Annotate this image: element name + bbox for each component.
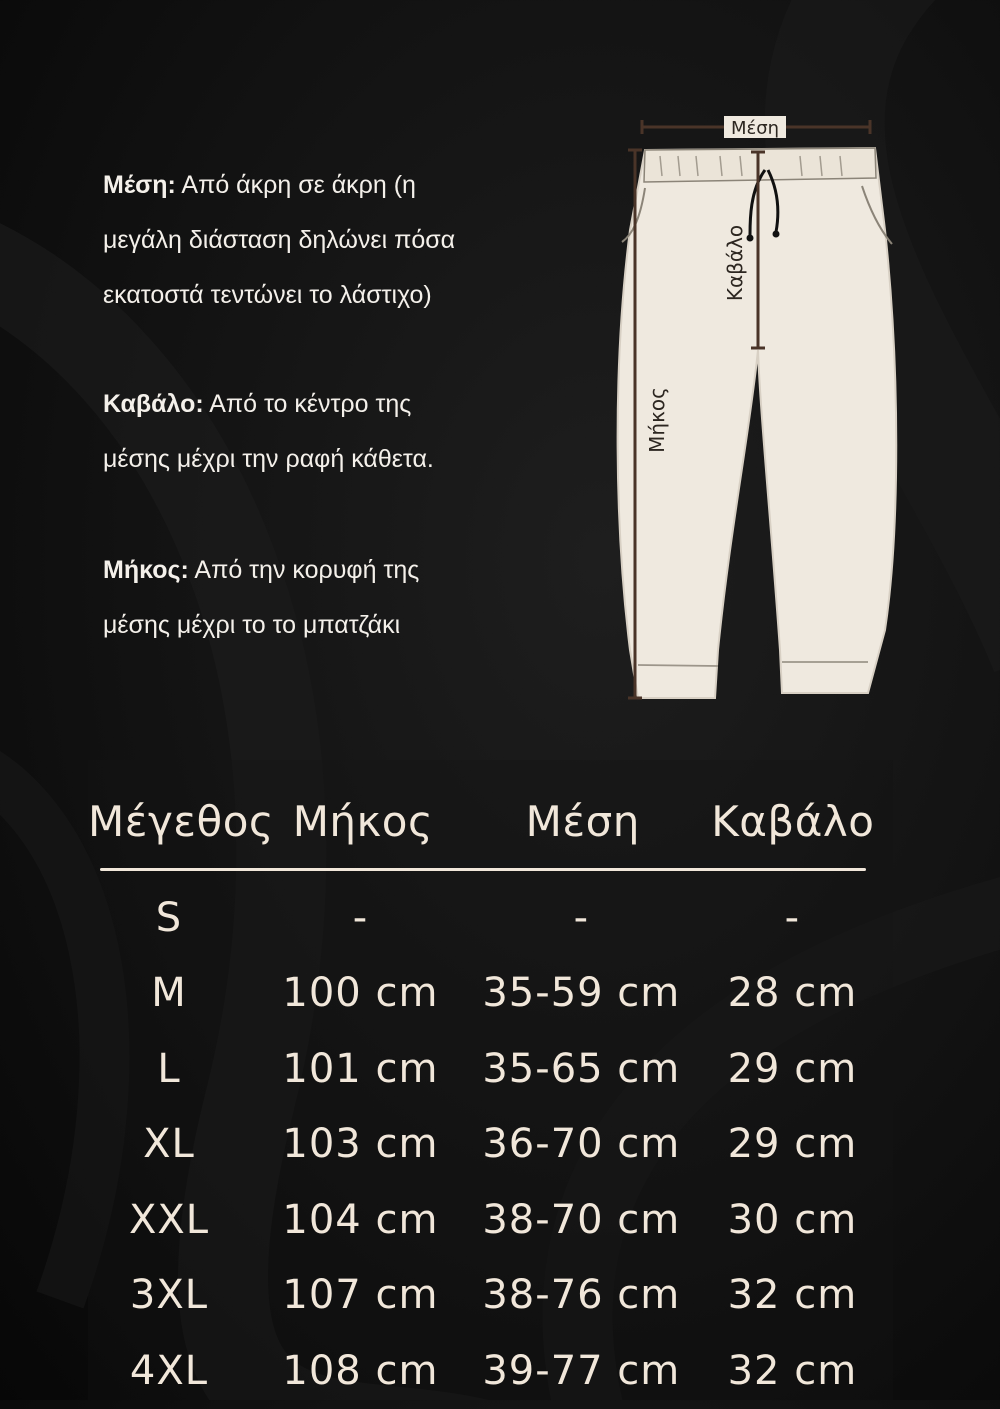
waist-term: Μέση: [103, 171, 176, 199]
waist-cell: 39-77 cm [482, 1347, 681, 1394]
header-divider [100, 868, 866, 871]
size-cell: XXL [128, 1196, 210, 1243]
waist-measure-label: Μέση [730, 118, 780, 139]
size-cell: S [155, 894, 183, 941]
waist-cell: 35-59 cm [482, 970, 681, 1017]
rise-text-line: μέσης μέχρι την ραφή κάθετα. [103, 445, 434, 473]
length-description [103, 543, 573, 653]
pants-measurement-diagram [600, 110, 900, 710]
waist-text-line: μεγάλη διάσταση δηλώνει πόσα [103, 226, 456, 254]
waist-cell: 38-70 cm [482, 1196, 681, 1243]
length-term: Μήκος: [103, 556, 189, 584]
header-rise: Καβάλο [711, 796, 875, 846]
table-row [88, 1182, 893, 1258]
waist-cell: 38-76 cm [482, 1272, 681, 1319]
rise-cell: 28 cm [727, 970, 858, 1017]
table-row [88, 880, 893, 956]
waist-cell: - [573, 894, 590, 941]
length-cell: 108 cm [282, 1347, 439, 1394]
rise-description [103, 377, 573, 487]
length-text-line: μέσης μέχρι το το μπατζάκι [103, 611, 401, 639]
length-cell: - [352, 894, 369, 941]
size-table-header [88, 775, 893, 867]
length-cell: 101 cm [282, 1045, 439, 1092]
rise-cell: - [784, 894, 801, 941]
rise-term: Καβάλο: [103, 390, 204, 418]
length-cell: 107 cm [282, 1272, 439, 1319]
rise-measure-label: Καβάλο [723, 224, 747, 302]
table-row [88, 1333, 893, 1409]
table-row [88, 1258, 893, 1334]
waist-text-line: εκατοστά τεντώνει το λάστιχο) [103, 281, 432, 309]
rise-cell: 32 cm [727, 1347, 858, 1394]
size-cell: 3XL [129, 1272, 209, 1319]
table-row [88, 1107, 893, 1183]
waist-text-line: Από άκρη σε άκρη (η [181, 171, 416, 199]
length-measure-label: Μήκος [645, 387, 669, 453]
rise-cell: 29 cm [727, 1045, 858, 1092]
table-row [88, 956, 893, 1032]
header-length: Μήκος [292, 796, 434, 846]
size-table-body [88, 880, 893, 1409]
length-cell: 100 cm [282, 970, 439, 1017]
rise-cell: 29 cm [727, 1121, 858, 1168]
waist-cell: 36-70 cm [482, 1121, 681, 1168]
waist-description [103, 158, 573, 323]
rise-text-line: Από το κέντρο της [209, 390, 412, 418]
length-cell: 103 cm [282, 1121, 439, 1168]
header-waist: Μέση [525, 796, 640, 846]
size-cell: 4XL [129, 1347, 209, 1394]
size-cell: XL [143, 1121, 195, 1168]
length-cell: 104 cm [282, 1196, 439, 1243]
size-cell: M [151, 970, 187, 1017]
rise-cell: 32 cm [727, 1272, 858, 1319]
length-text-line: Από την κορυφή της [194, 556, 420, 584]
waist-cell: 35-65 cm [482, 1045, 681, 1092]
table-row [88, 1031, 893, 1107]
header-size: Μέγεθος [88, 796, 275, 846]
rise-cell: 30 cm [727, 1196, 858, 1243]
size-cell: L [157, 1045, 181, 1092]
